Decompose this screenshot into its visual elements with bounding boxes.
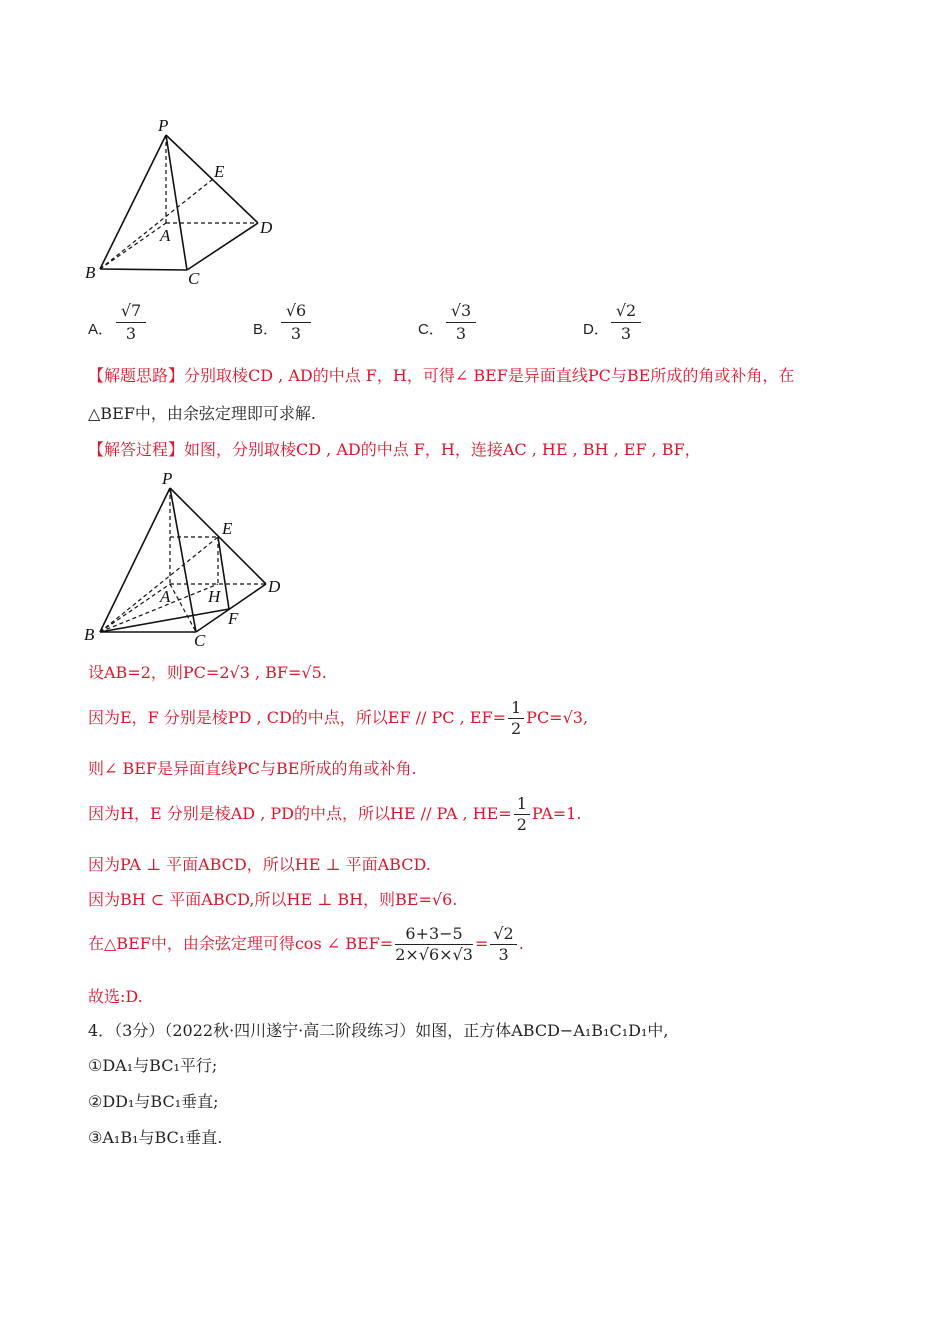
option-d-num: √2 bbox=[611, 300, 641, 323]
solution-step-4 bbox=[88, 794, 581, 835]
label-E: E bbox=[214, 162, 225, 181]
step-2-frac-num: 1 bbox=[508, 698, 524, 719]
option-c-den: 3 bbox=[455, 324, 467, 343]
step-4-frac-num: 1 bbox=[514, 794, 530, 815]
solution-step-7-pre: 在△BEF中，由余弦定理可得cos ∠ BEF= bbox=[88, 934, 394, 953]
solution-step-7-end: . bbox=[518, 934, 524, 953]
step-7-frac-num: 6+3−5 bbox=[395, 924, 473, 945]
question-4-item-1: ①DA₁与BC₁平行; bbox=[88, 1056, 218, 1075]
solution-step-7-eq: = bbox=[474, 934, 489, 953]
pyramid-figure-1 bbox=[80, 115, 300, 290]
option-b-num: √6 bbox=[281, 300, 311, 323]
label-P: P bbox=[158, 116, 169, 135]
solution-step-6: 因为BH ⊂ 平面ABCD,所以HE ⊥ BH，则BE=√6. bbox=[88, 890, 458, 909]
option-b-letter: B． bbox=[253, 321, 279, 338]
step-7-frac2-num: √2 bbox=[490, 924, 516, 945]
label-P: P bbox=[162, 470, 173, 488]
label-F: F bbox=[228, 609, 239, 628]
label-A: A bbox=[160, 226, 171, 245]
label-B: B bbox=[85, 263, 96, 282]
label-D: D bbox=[268, 577, 281, 596]
solution-step-5: 因为PA ⊥ 平面ABCD，所以HE ⊥ 平面ABCD. bbox=[88, 855, 431, 874]
option-c-letter: C． bbox=[418, 321, 444, 338]
option-d-den: 3 bbox=[620, 324, 632, 343]
label-A: A bbox=[160, 587, 171, 606]
label-B: B bbox=[84, 625, 95, 644]
question-4-item-2: ②DD₁与BC₁垂直; bbox=[88, 1092, 219, 1111]
option-a-num: √7 bbox=[116, 300, 146, 323]
step-7-frac-den: 2×√6×√3 bbox=[395, 945, 473, 964]
solution-step-4-post: PA=1. bbox=[531, 804, 582, 823]
solution-process-heading: 【解答过程】如图，分别取棱CD , AD的中点 F，H，连接AC , HE , BH , EF , BF， bbox=[88, 440, 701, 459]
pyramid-figure-2 bbox=[80, 470, 300, 650]
option-b-den: 3 bbox=[290, 324, 302, 343]
label-E: E bbox=[222, 519, 233, 538]
solution-idea-line-2: △BEF中，由余弦定理即可求解. bbox=[88, 404, 316, 423]
option-a-den: 3 bbox=[125, 324, 137, 343]
solution-step-3: 则∠ BEF是异面直线PC与BE所成的角或补角. bbox=[88, 759, 417, 778]
option-c-num: √3 bbox=[446, 300, 476, 323]
option-d-letter: D． bbox=[583, 321, 609, 338]
solution-answer: 故选:D. bbox=[88, 987, 143, 1006]
answer-options bbox=[88, 300, 788, 356]
step-2-frac-den: 2 bbox=[510, 719, 522, 738]
label-C: C bbox=[188, 269, 200, 288]
solution-step-4-pre: 因为H，E 分别是棱AD , PD的中点，所以HE // PA , HE= bbox=[88, 804, 512, 823]
step-7-frac2-den: 3 bbox=[498, 945, 509, 964]
solution-step-2-pre: 因为E，F 分别是棱PD , CD的中点，所以EF // PC , EF= bbox=[88, 708, 506, 727]
label-H: H bbox=[208, 587, 221, 606]
solution-step-7 bbox=[88, 924, 524, 965]
question-4-item-3: ③A₁B₁与BC₁垂直. bbox=[88, 1128, 223, 1147]
solution-idea-line-1: 【解题思路】分别取棱CD , AD的中点 F，H，可得∠ BEF是异面直线PC与BE所成的角或补角，在 bbox=[88, 366, 795, 385]
label-C: C bbox=[194, 631, 206, 650]
solution-step-2-post: PC=√3, bbox=[526, 708, 589, 727]
solution-step-1: 设AB=2，则PC=2√3 , BF=√5. bbox=[88, 663, 327, 682]
question-4-stem: 4．（3分）（2022秋·四川遂宁·高二阶段练习）如图，正方体ABCD−A₁B₁C₁D₁中, bbox=[88, 1021, 669, 1040]
option-a-letter: A． bbox=[88, 321, 114, 338]
label-D: D bbox=[260, 218, 273, 237]
step-4-frac-den: 2 bbox=[516, 815, 527, 834]
solution-step-2 bbox=[88, 698, 588, 739]
